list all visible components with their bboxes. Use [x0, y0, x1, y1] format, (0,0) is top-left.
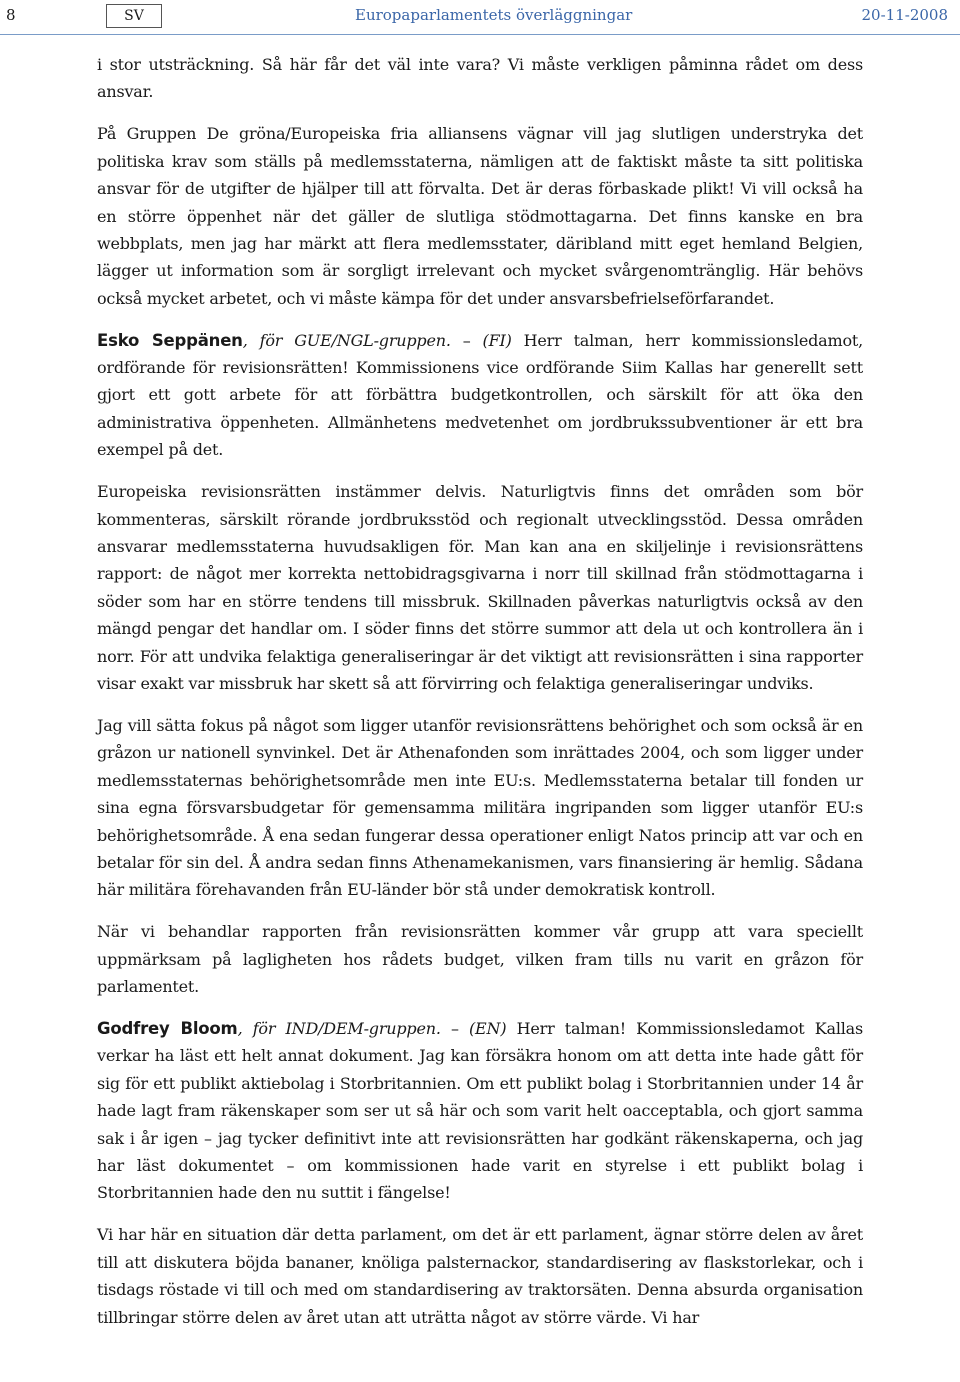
paragraph-6: När vi behandlar rapporten från revisionsrätten kommer vår grupp att vara speciellt uppmärksam på lagligheten hos rådets budget, vilken fram tills nu varit en gråzon för parlamentet.: [97, 922, 863, 997]
paragraph-1: i stor utsträckning. Så här får det väl inte vara? Vi måste verkligen påminna rådet om dess ansvar.: [97, 55, 863, 102]
speech-dash: –: [450, 330, 483, 350]
speech-text: Herr talman, herr kommissionsledamot, ordförande för revisionsrätten! Kommissionens vice ordförande Siim Kallas har generellt sett gjort ett gott arbete för att förbättra budgetkontrollen, och särskilt för att öka den administrativa öppenheten. Allmänhetens medvetenhet om jordbrukssubventioner är ett bra exempel på det.: [97, 330, 863, 460]
speaker-name: Esko Seppänen: [97, 330, 243, 350]
page-number: 8: [6, 6, 16, 24]
speech-text: Herr talman! Kommissionsledamot Kallas verkar ha läst ett helt annat dokument. Jag kan försäkra honom om att detta inte hade gått för sig för ett publikt aktiebolag i Storbritannien. Om ett publikt bolag i Storbritannien under 14 år hade lagt fram räkenskaper som ser ut så här och som varit helt oacceptabla, och gjort samma sak i år igen – jag tycker definitivt inte att revisionsrätten har godkänt räkenskaperna, och jag har läst dokumentet – om kommissionen hade varit en styrelse i ett publikt bolag i Storbritannien hade den nu suttit i fängelse!: [97, 1019, 863, 1203]
speech-bloom: [97, 1015, 863, 1207]
running-title: Europaparlamentets överläggningar: [355, 6, 633, 24]
speech-language-code: (EN): [469, 1019, 507, 1038]
paragraph-2: På Gruppen De gröna/Europeiska fria alliansens vägnar vill jag slutligen understryka det politiska krav som ställs på medlemsstaterna, nämligen att de faktiskt måste ta sitt politiska ansvar för de utgifter de hjälper till att förvalta. Det är deras förbaskade plikt! Vi vill också ha en större öppenhet när det gäller de slutliga stödmottagarna. Det finns kanske en bra webbplats, men jag har märkt att flera medlemsstater, däribland mitt eget hemland Belgien, lägger ut information som är sorgligt irrelevant och mycket svårgenomtränglig. Här behövs också mycket arbetet, och vi måste kämpa för det under ansvarsbefrielseförfarandet.: [97, 124, 863, 308]
speaker-group: , för IND/DEM-gruppen.: [237, 1019, 441, 1038]
page-header: [0, 0, 960, 35]
language-code-box: SV: [106, 4, 162, 28]
document-body: [97, 51, 863, 1331]
session-date: 20-11-2008: [861, 6, 948, 24]
speaker-group: , för GUE/NGL-gruppen.: [242, 330, 451, 350]
speech-language-code: (FI): [482, 330, 512, 350]
speech-dash: –: [440, 1019, 470, 1038]
paragraph-5: Jag vill sätta fokus på något som ligger utanför revisionsrättens behörighet och som också är en gråzon ur nationell synvinkel. Det är Athenafonden som inrättades 2004, och som ligger under medlemsstaternas behörighetsområde men inte EU:s. Medlemsstaterna betalar till fonden ur sina egna försvarsbudgetar för gemensamma militära ingripanden som ligger utanför EU:s behörighetsområde. Å ena sedan fungerar dessa operationer enligt Natos princip att var och en betalar för sin del. Å andra sedan finns Athenamekanismen, vars finansiering är hemlig. Sådana här militära förehavanden från EU-länder bör stå under demokratisk kontroll.: [97, 715, 863, 900]
speaker-name: Godfrey Bloom: [97, 1019, 238, 1038]
paragraph-8: Vi har här en situation där detta parlament, om det är ett parlament, ägnar större delen av året till att diskutera böjda bananer, knöliga palsternackor, standardisering av flaskstorlekar, och i tisdags röstade vi till och med om standardisering av traktorsäten. Denna absurda organisation tillbringar större delen av året utan att uträtta något av större värde. Vi har: [97, 1225, 863, 1327]
speech-seppanen: [97, 327, 863, 464]
paragraph-4: Europeiska revisionsrätten instämmer delvis. Naturligtvis finns det områden som bör kommenteras, särskilt rörande jordbruksstöd och regionalt utvecklingsstöd. Dessa områden ansvarar medlemsstaterna huvudsakligen för. Man kan ana en skiljelinje i revisionsrättens rapport: de något mer korrekta nettobidragsgivarna i norr till skillnad från stödmottagarna i söder som har en större tendens till missbruk. Skillnaden påverkas naturligtvis också av den mängd pengar det handlar om. I söder finns det större summor att dela ut och kontrollera än i norr. För att undvika felaktiga generaliseringar är det viktigt att revisionsrätten i sina rapporter visar exakt var missbruk har skett så att förvirring och felaktiga generaliseringar undviks.: [97, 482, 863, 694]
